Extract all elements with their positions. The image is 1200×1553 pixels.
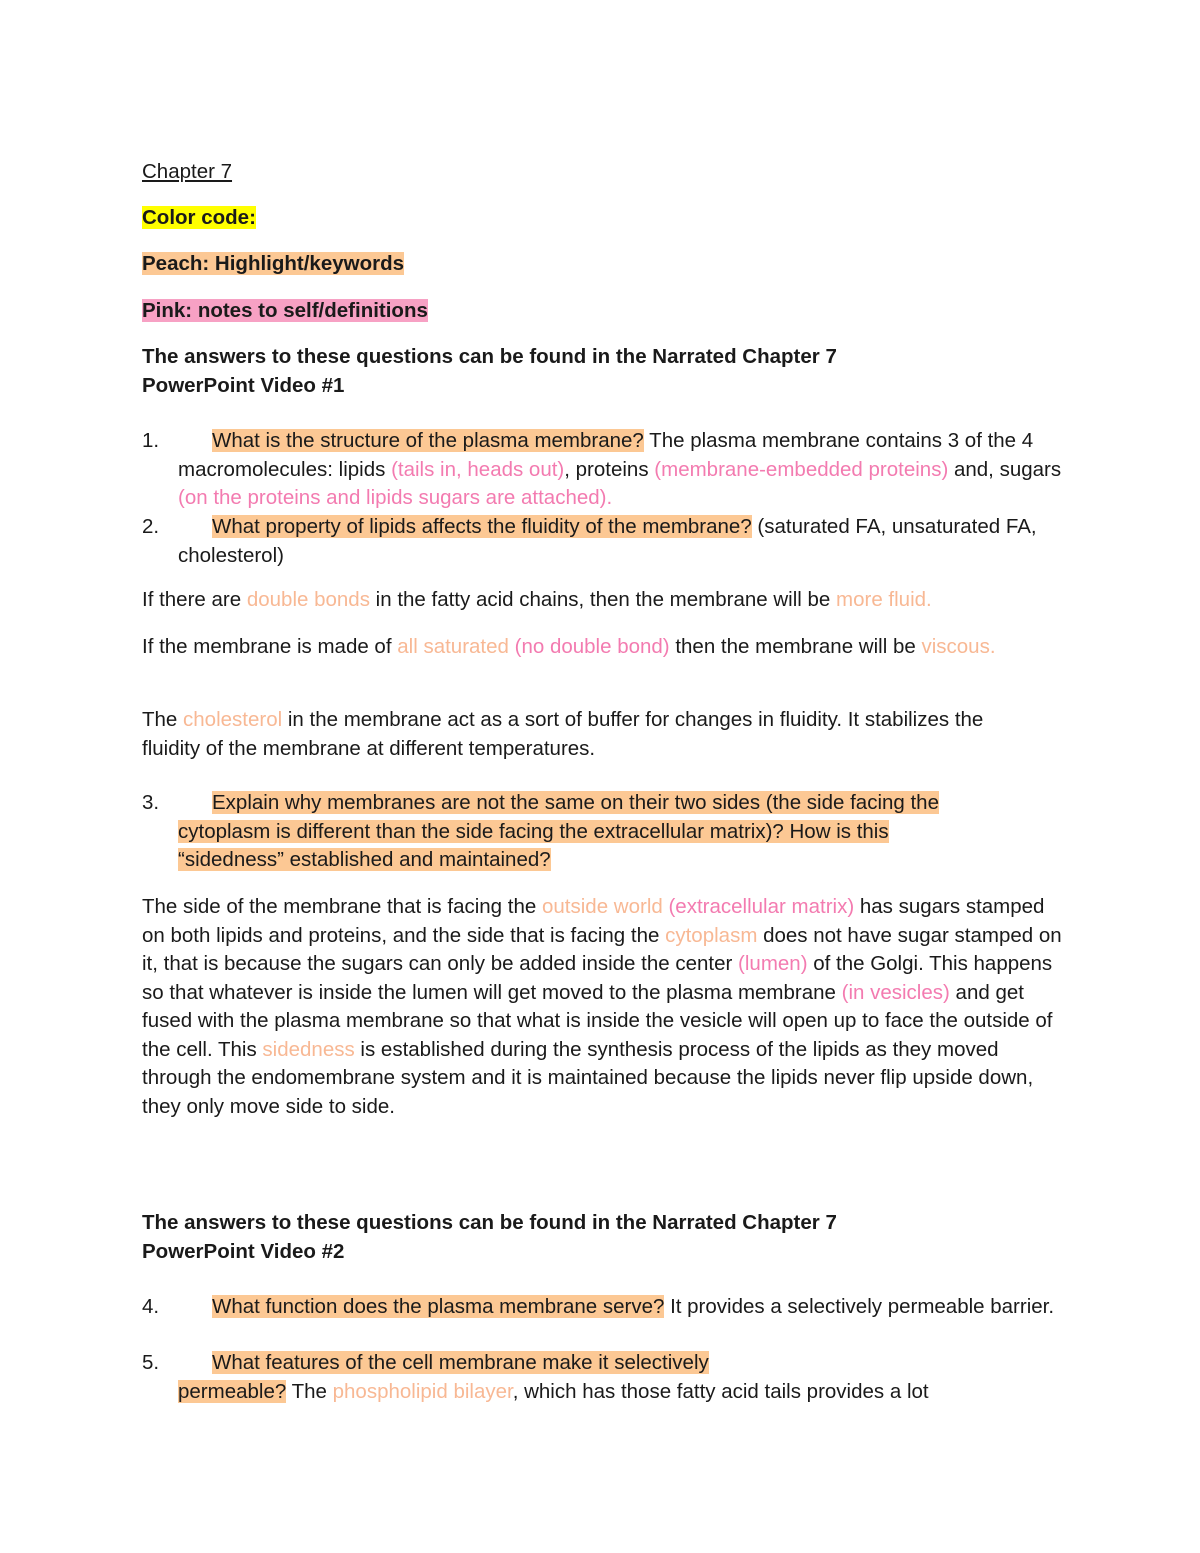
question-2: 2. What property of lipids affects the fluidity of the membrane? (saturated FA, unsaturated FA, cholesterol) [142, 513, 1072, 570]
question-3-body: Explain why membranes are not the same on their two sides (the side facing the cytoplasm is different than the side facing the extracellular matrix)? How is this “sidedness” established and maintained? [178, 791, 939, 871]
question-1-body: What is the structure of the plasma membrane? The plasma membrane contains 3 of the 4 macromolecules: lipids (tails in, heads out), proteins (membrane-embedded proteins) and, sugars (on the proteins and lipids sugars are attached). [178, 429, 1062, 509]
question-1: 1. What is the structure of the plasma membrane? The plasma membrane contains 3 of the 4 macromolecules: lipids (tails in, heads out), proteins (membrane-embedded proteins) and, sugars (on the proteins and lipids sugars are attached). [142, 427, 1072, 513]
question-2-body: What property of lipids affects the fluidity of the membrane? (saturated FA, unsaturated FA, cholesterol) [178, 515, 1037, 567]
color-code-label: Color code: [142, 206, 256, 229]
legend-peach: Peach: Highlight/keywords [142, 252, 404, 275]
question-4-body: What function does the plasma membrane serve? It provides a selectively permeable barrier. [212, 1295, 1055, 1318]
section-heading-video-1: The answers to these questions can be found in the Narrated Chapter 7 PowerPoint Video #1 [142, 345, 837, 397]
question-4: 4. What function does the plasma membrane serve? It provides a selectively permeable barrier. [142, 1293, 1072, 1322]
paragraph-saturated: If the membrane is made of all saturated (no double bond) then the membrane will be viscous. [142, 635, 996, 658]
paragraph-cholesterol: The cholesterol in the membrane act as a sort of buffer for changes in fluidity. It stabilizes the fluidity of the membrane at different temperatures. [142, 708, 984, 760]
chapter-title: Chapter 7 [142, 160, 233, 183]
question-5: 5. What features of the cell membrane make it selectively permeable? The phospholipid bilayer, which has those fatty acid tails provides a lot [142, 1349, 1072, 1406]
legend-pink: Pink: notes to self/definitions [142, 299, 428, 322]
paragraph-sidedness: The side of the membrane that is facing the outside world (extracellular matrix) has sugars stamped on both lipids and proteins, and the side that is facing the cytoplasm does not have sugar stamped on it, that is because the sugars can only be added inside the center (lumen) of the Golgi. This happens so that whatever is inside the lumen will get moved to the plasma membrane (in vesicles) and get fused with the plasma membrane so that what is inside the vesicle will open up to face the outside of the cell. This sidedness is established during the synthesis process of the lipids as they moved through the endomembrane system and it is maintained because the lipids never flip upside down, they only move side to side. [142, 895, 1062, 1118]
question-3: 3. Explain why membranes are not the same on their two sides (the side facing the cytoplasm is different than the side facing the extracellular matrix)? How is this “sidedness” established and maintained? [142, 789, 1072, 875]
paragraph-double-bonds: If there are double bonds in the fatty acid chains, then the membrane will be more fluid. [142, 588, 932, 611]
question-5-body: What features of the cell membrane make it selectively permeable? The phospholipid bilayer, which has those fatty acid tails provides a lot [178, 1351, 929, 1403]
section-heading-video-2: The answers to these questions can be found in the Narrated Chapter 7 PowerPoint Video #2 [142, 1211, 837, 1263]
